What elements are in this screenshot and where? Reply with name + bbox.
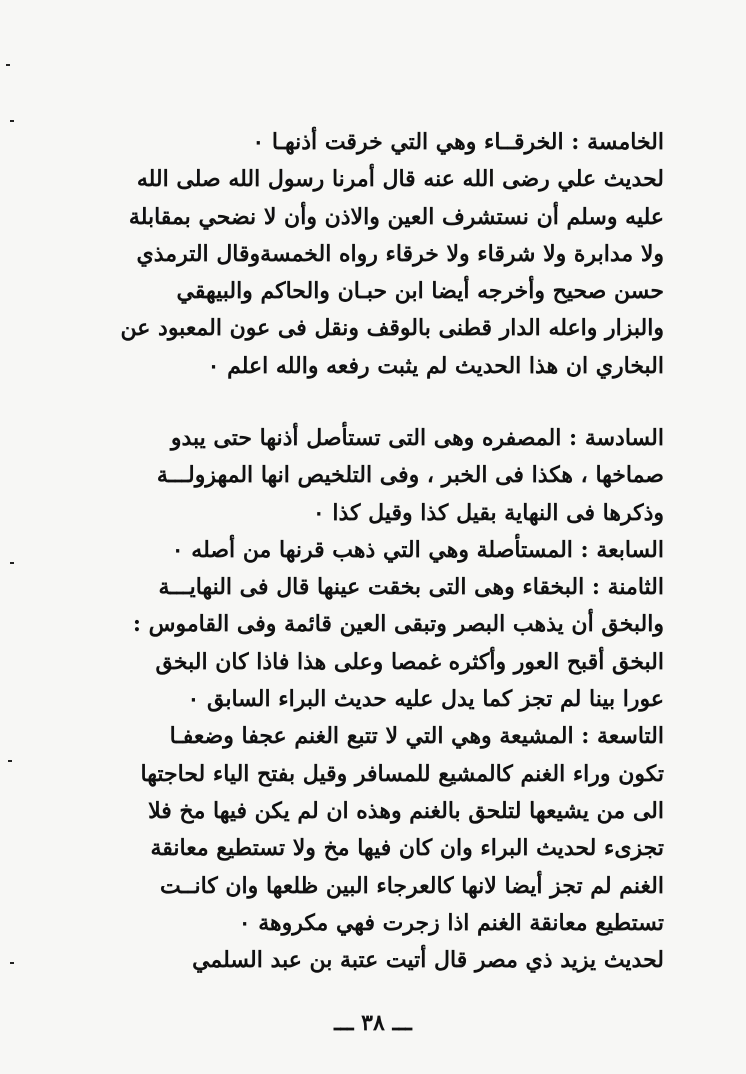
text-line: لحديث علي رضى الله عنه قال أمرنا رسول الله صلى الله xyxy=(136,166,664,193)
text-line: وذكرها فى النهاية بقيل كذا وقيل كذا ٠ xyxy=(312,499,664,526)
text-line: الخامسة : الخرقــاء وهي التي خرقت أذنهـا ٠ xyxy=(252,129,664,155)
text-line: ولا مدابرة ولا شرقاء ولا خرقاء رواه الخمسةوقال الترمذي xyxy=(136,240,664,267)
text-line: لحديث يزيد ذي مصر قال أتيت عتبة بن عبد السلمي xyxy=(192,947,664,974)
scan-artifact xyxy=(8,760,12,762)
text-body xyxy=(120,124,664,385)
text-line: التاسعة : المشيعة وهي التي لا تتبع الغنم عجفا وضعفـا xyxy=(169,723,664,750)
scan-artifact xyxy=(10,962,14,964)
text-line: تكون وراء الغنم كالمشيع للمسافر وقيل بفتح الياء لحاجتها xyxy=(140,760,664,787)
text-line: البخق أقبح العور وأكثره غمصا وعلى هذا فاذا كان البخق xyxy=(155,648,664,675)
text-line: عورا بينا لم تجز كما يدل عليه حديث البراء السابق ٠ xyxy=(187,686,664,713)
text-line: البخاري ان هذا الحديث لم يثبت رفعه والله اعلم ٠ xyxy=(207,352,664,379)
text-line: والبخق أن يذهب البصر وتبقى العين قائمة وفى القاموس : xyxy=(132,611,664,638)
text-line: عليه وسلم أن نستشرف العين والاذن وأن لا نضحي بمقابلة xyxy=(128,203,664,230)
text-line: السابعة : المستأصلة وهي التي ذهب قرنها من أصله ٠ xyxy=(171,536,664,563)
scan-artifact xyxy=(10,120,14,122)
text-line: الغنم لم تجز أيضا لانها كالعرجاء البين ظلعها وان كانــت xyxy=(159,872,664,899)
text-line: صماخها ، هكذا فى الخبر ، وفى التلخيص انها المهزولـــة xyxy=(156,462,664,489)
text-line: الى من يشيعها لتلحق بالغنم وهذه ان لم يكن فيها مخ فلا xyxy=(148,797,664,824)
text-line: الثامنة : البخقاء وهى التى بخقت عينها قال فى النهايـــة xyxy=(158,574,664,601)
text-line: تستطيع معانقة الغنم اذا زجرت فهي مكروهة ٠ xyxy=(238,909,664,936)
text-body-continued xyxy=(132,420,664,979)
text-line: تجزىء لحديث البراء وان كان فيها مخ ولا تستطيع معانقة xyxy=(150,835,664,862)
text-line: السادسة : المصفره وهى التى تستأصل أذنها حتى يبدو xyxy=(170,425,664,451)
text-line: حسن صحيح وأخرجه أيضا ابن حبـان والحاكم والبيهقي xyxy=(176,278,664,305)
text-line: والبزار واعله الدار قطنى بالوقف ونقل فى عون المعبود عن xyxy=(120,315,664,342)
page-number: ـــ ٣٨ ـــ xyxy=(334,1010,412,1036)
scan-artifact xyxy=(6,64,10,66)
scan-artifact xyxy=(10,562,14,564)
